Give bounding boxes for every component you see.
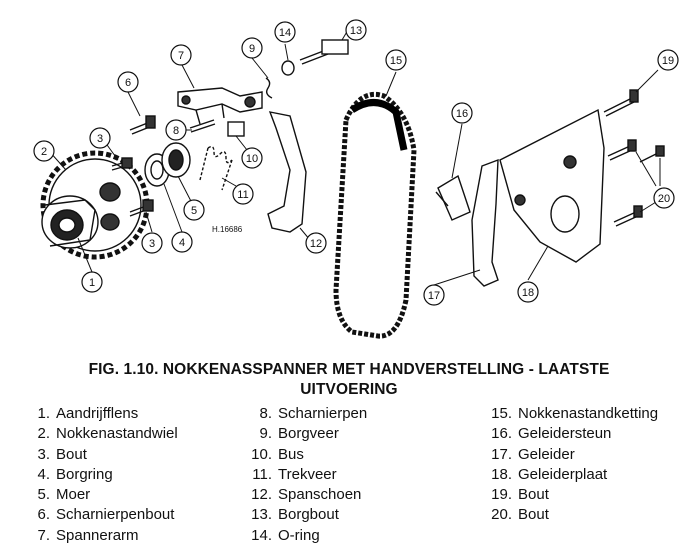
callout-number: 7 — [177, 50, 185, 62]
part-o-ring — [282, 61, 294, 75]
legend-item — [28, 424, 178, 444]
callout-number: 9 — [248, 43, 256, 55]
legend-item-number: 17. — [491, 445, 512, 463]
legend-item — [250, 526, 367, 546]
legend-item — [28, 505, 178, 525]
callout-number: 6 — [124, 77, 132, 89]
legend-item-number: 18. — [491, 465, 512, 483]
part-guide-bracket — [436, 176, 470, 220]
part-bolt-20c — [614, 206, 642, 226]
callout-number: 2 — [40, 146, 48, 158]
legend-item-number: 8. — [259, 405, 272, 422]
callout-number: 5 — [190, 205, 198, 217]
legend-item-number: 20. — [491, 506, 512, 524]
legend-item — [490, 505, 658, 525]
legend-item-number: 14. — [251, 526, 272, 544]
legend-column-1 — [28, 404, 178, 546]
legend-item-label: Geleidersteun — [518, 425, 612, 443]
legend-item-label: Nokkenastandwiel — [56, 425, 178, 443]
legend-column-2 — [250, 404, 367, 546]
legend-item — [28, 465, 178, 485]
part-tensioner-shoe — [268, 112, 306, 232]
part-lock-bolt — [300, 40, 348, 64]
callout-number: 20 — [657, 193, 671, 205]
legend-item-number: 15. — [491, 405, 512, 422]
callout-number: 1 — [88, 277, 96, 289]
legend-item — [28, 485, 178, 505]
legend-item — [250, 505, 367, 525]
callout-number: 17 — [427, 290, 441, 302]
part-pivot-pin — [190, 120, 215, 132]
legend-item — [250, 424, 367, 444]
legend-item-label: Scharnierpen — [278, 405, 368, 422]
legend-item-label: Bout — [518, 506, 549, 524]
part-tension-spring — [200, 147, 232, 190]
legend-item — [490, 465, 658, 485]
callout-number: 12 — [309, 238, 323, 250]
legend-item-label: Spannerarm — [56, 526, 139, 544]
caption-line-1: FIG. 1.10. NOKKENASSPANNER MET HANDVERSTELLING - LAATSTE — [88, 361, 610, 378]
legend-item-label: Scharnierpenbout — [56, 506, 175, 524]
legend-item-number: 3. — [37, 445, 50, 463]
legend-column-3 — [490, 404, 658, 526]
legend-item-label: Bout — [518, 486, 549, 504]
legend-item-number: 1. — [37, 405, 50, 422]
legend-item — [490, 485, 658, 505]
legend-item — [490, 424, 658, 444]
callout-number: 10 — [245, 153, 259, 165]
callout-number: 15 — [389, 55, 403, 67]
callout-number: 3 — [148, 238, 156, 250]
part-pivot-pin-bolt — [130, 116, 155, 134]
legend-item-number: 6. — [37, 506, 50, 524]
legend-item-number: 5. — [37, 486, 50, 504]
legend-item-label: Geleiderplaat — [518, 465, 608, 483]
part-bush — [228, 122, 244, 136]
part-bolt-20a — [608, 140, 636, 160]
legend-item-number: 7. — [37, 526, 50, 544]
legend-item — [250, 485, 367, 505]
callout-number: 13 — [349, 25, 363, 37]
legend-item-number: 12. — [251, 486, 272, 504]
legend-item-number: 10. — [251, 445, 272, 463]
legend-item-label: Geleider — [518, 445, 575, 463]
legend-item-label: Borgveer — [278, 425, 339, 443]
part-guide-plate — [500, 110, 604, 262]
callout-number: 16 — [455, 108, 469, 120]
legend-item-number: 9. — [259, 425, 272, 443]
callout-number: 4 — [178, 237, 186, 249]
part-drive-flange — [42, 196, 98, 248]
caption-line-2: UITVOERING — [300, 381, 398, 398]
part-nut — [162, 143, 190, 177]
callout-number: 11 — [237, 189, 249, 201]
legend-item-number: 19. — [491, 486, 512, 504]
legend-item — [250, 465, 367, 485]
figure-reference-code: H.16686 — [212, 225, 243, 234]
legend-item — [250, 445, 367, 465]
callout-number: 8 — [172, 125, 180, 137]
legend-item-number: 11. — [252, 465, 272, 483]
legend-item — [28, 404, 178, 424]
part-timing-chain — [336, 94, 414, 336]
legend-item-label: Moer — [56, 486, 91, 504]
legend-item-number: 2. — [37, 425, 50, 443]
legend-item — [28, 445, 178, 465]
legend-item — [490, 445, 658, 465]
legend-item-label: Spanschoen — [278, 486, 362, 504]
legend-item-label: O-ring — [278, 526, 320, 544]
callout-number: 19 — [661, 55, 675, 67]
legend-item — [490, 404, 658, 424]
callout-number: 14 — [278, 27, 292, 39]
legend-item-number: 16. — [491, 425, 512, 443]
part-spring-clip — [266, 78, 272, 98]
callout-number: 18 — [521, 287, 535, 299]
legend-item-label: Trekveer — [278, 465, 337, 483]
part-guide — [472, 160, 498, 286]
legend-item — [250, 404, 367, 424]
legend-item-label: Nokkenastandketting — [518, 405, 659, 422]
part-tensioner-arm — [178, 88, 262, 124]
legend-item-label: Borgring — [56, 465, 113, 483]
figure-caption — [0, 360, 698, 400]
legend-item-label: Bus — [278, 445, 304, 463]
legend-item-label: Bout — [56, 445, 87, 463]
legend-item-number: 13. — [251, 506, 272, 524]
legend-item-label: Borgbout — [278, 506, 339, 524]
legend-item-number: 4. — [37, 465, 50, 483]
part-bolt-19 — [604, 90, 638, 116]
callout-number: 3 — [96, 133, 104, 145]
legend-item-label: Aandrijfflens — [56, 405, 139, 422]
legend-item — [28, 526, 178, 546]
